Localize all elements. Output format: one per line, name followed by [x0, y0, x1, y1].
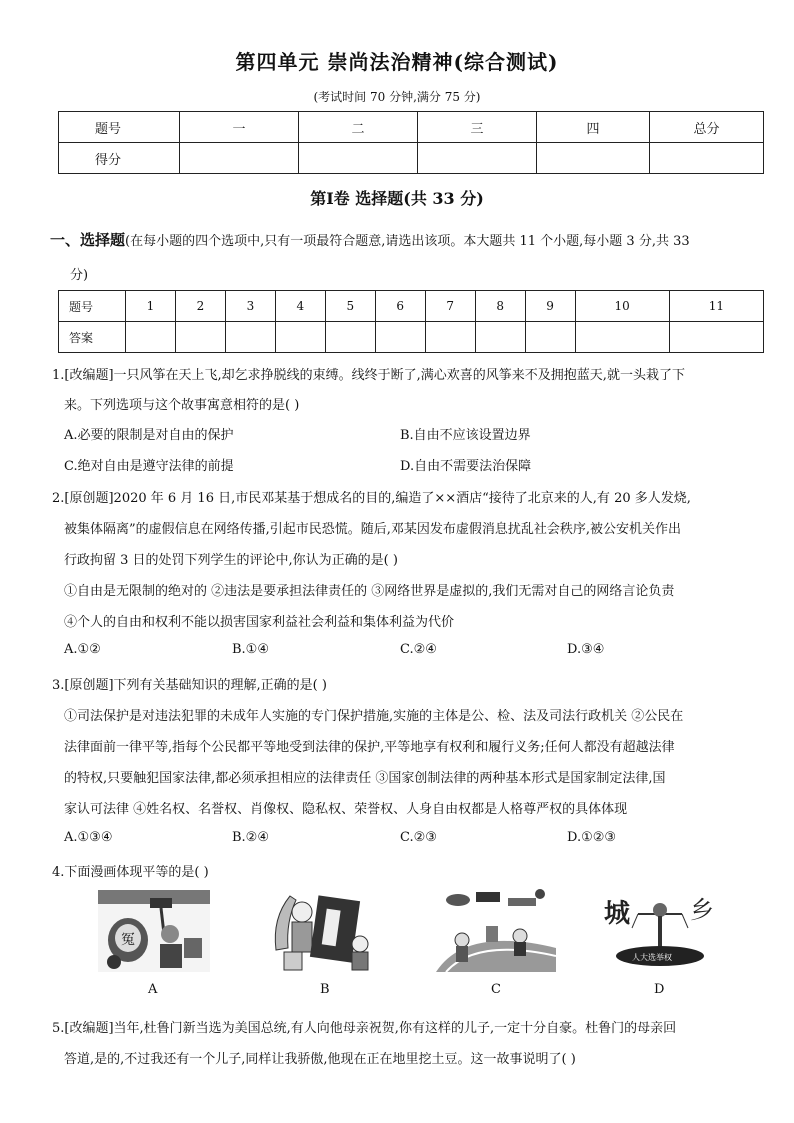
cartoon-d-right-word: 乡: [690, 896, 714, 924]
answer-table-cell: 答案: [59, 322, 126, 353]
answer-table-header-row: [59, 291, 764, 322]
answer-table-cell: 4: [275, 291, 325, 322]
cartoon-c-image[interactable]: [436, 886, 556, 972]
answer-input-cell[interactable]: [325, 322, 375, 353]
q3-option-b[interactable]: B.②④: [232, 830, 269, 845]
score-input-cell[interactable]: [650, 143, 764, 174]
answer-input-cell[interactable]: [525, 322, 575, 353]
cartoon-d-caption: D: [654, 982, 665, 997]
score-table-cell: 二: [299, 112, 418, 143]
answer-table-answer-row: [59, 322, 764, 353]
score-table-cell: 三: [418, 112, 537, 143]
score-input-cell[interactable]: [299, 143, 418, 174]
q2-option-b[interactable]: B.①④: [232, 642, 269, 657]
score-table-cell: 得分: [59, 143, 180, 174]
score-input-cell[interactable]: [537, 143, 650, 174]
answer-input-cell[interactable]: [225, 322, 275, 353]
q3-option-a[interactable]: A.①③④: [64, 830, 113, 845]
answer-input-cell[interactable]: [375, 322, 425, 353]
score-input-cell[interactable]: [180, 143, 299, 174]
score-table-cell: 四: [537, 112, 650, 143]
score-table-cell: 总分: [650, 112, 764, 143]
q3-statement-line: 法律面前一律平等,指每个公民都平等地受到法律的保护,平等地享有权利和履行义务;任何人都没有超越法律: [64, 740, 675, 755]
answer-table-cell: 8: [475, 291, 525, 322]
cartoon-a-caption: A: [148, 982, 158, 997]
q4-stem-line: 4.下面漫画体现平等的是( ): [52, 865, 209, 880]
section-title: 第Ⅰ卷 选择题(共 33 分): [310, 189, 484, 208]
score-table-cell: 一: [180, 112, 299, 143]
part1-instruction-b: 分): [70, 268, 89, 283]
answer-table: [58, 290, 764, 353]
answer-input-cell[interactable]: [126, 322, 176, 353]
q1-option-b[interactable]: B.自由不应该设置边界: [400, 428, 531, 443]
cartoon-d-image[interactable]: [598, 888, 722, 972]
score-table: [58, 111, 764, 174]
answer-table-cell: 7: [425, 291, 475, 322]
q2-statement-line: ④个人的自由和权利不能以损害国家利益社会利益和集体利益为代价: [64, 615, 455, 630]
part1-instruction: [50, 230, 770, 252]
cartoon-a-label: 冤: [121, 932, 135, 948]
q2-stem-line: 2.[原创题]2020 年 6 月 16 日,市民邓某基于想成名的目的,编造了××酒店“接待了北京来的人,有 20 多人发烧,: [52, 491, 691, 506]
cartoon-d-base-label: 人大选举权: [632, 953, 672, 962]
q1-stem-line: 1.[改编题]一只风筝在天上飞,却乞求挣脱线的束缚。线终于断了,满心欢喜的风筝来不及拥抱蓝天,就一头栽了下: [52, 368, 685, 383]
q2-option-a[interactable]: A.①②: [64, 642, 101, 657]
answer-table-cell: 11: [669, 291, 763, 322]
q3-statement-line: 家认可法律 ④姓名权、名誉权、肖像权、隐私权、荣誉权、人身自由权都是人格尊严权的具体体现: [64, 802, 628, 817]
cartoon-b-caption: B: [320, 982, 330, 997]
q3-option-d[interactable]: D.①②③: [567, 830, 617, 845]
answer-table-cell: 3: [225, 291, 275, 322]
cartoon-b-image[interactable]: [268, 888, 380, 972]
answer-table-cell: 9: [525, 291, 575, 322]
q1-option-d[interactable]: D.自由不需要法治保障: [400, 459, 532, 474]
q2-statement-line: ①自由是无限制的绝对的 ②违法是要承担法律责任的 ③网络世界是虚拟的,我们无需对自己的网络言论负责: [64, 584, 675, 599]
q3-option-c[interactable]: C.②③: [400, 830, 437, 845]
score-table-score-row: [59, 143, 764, 174]
q3-stem-line: 3.[原创题]下列有关基础知识的理解,正确的是( ): [52, 678, 327, 693]
answer-table-cell: 10: [575, 291, 669, 322]
q3-statement-line: 的特权,只要触犯国家法律,都必须承担相应的法律责任 ③国家创制法律的两种基本形式是国家制定法律,国: [64, 771, 666, 786]
part1-heading: 一、选择题: [50, 231, 126, 249]
q2-option-d[interactable]: D.③④: [567, 642, 605, 657]
answer-table-cell: 6: [375, 291, 425, 322]
q2-option-c[interactable]: C.②④: [400, 642, 437, 657]
q1-stem-line: 来。下列选项与这个故事寓意相符的是( ): [64, 398, 300, 413]
answer-input-cell[interactable]: [175, 322, 225, 353]
answer-input-cell[interactable]: [575, 322, 669, 353]
exam-info: (考试时间 70 分钟,满分 75 分): [313, 90, 481, 104]
cartoon-d-left-word: 城: [604, 899, 631, 929]
answer-input-cell[interactable]: [669, 322, 763, 353]
q1-option-a[interactable]: A.必要的限制是对自由的保护: [64, 428, 234, 443]
cartoon-a-image[interactable]: [98, 890, 210, 972]
q5-stem-line: 答道,是的,不过我还有一个儿子,同样让我骄傲,他现在正在地里挖土豆。这一故事说明了( ): [64, 1052, 576, 1067]
answer-table-cell: 2: [175, 291, 225, 322]
q5-stem-line: 5.[改编题]当年,杜鲁门新当选为美国总统,有人向他母亲祝贺,你有这样的儿子,一定十分自豪。杜鲁门的母亲回: [52, 1021, 677, 1036]
score-table-cell: 题号: [59, 112, 180, 143]
q2-stem-line: 行政拘留 3 日的处罚下列学生的评论中,你认为正确的是( ): [64, 553, 398, 568]
cartoon-c-caption: C: [491, 982, 501, 997]
q2-stem-line: 被集体隔离”的虚假信息在网络传播,引起市民恐慌。随后,邓某因发布虚假消息扰乱社会秩序,被公安机关作出: [64, 522, 682, 537]
answer-input-cell[interactable]: [475, 322, 525, 353]
answer-table-cell: 1: [126, 291, 176, 322]
q1-option-c[interactable]: C.绝对自由是遵守法律的前提: [64, 459, 234, 474]
q3-statement-line: ①司法保护是对违法犯罪的未成年人实施的专门保护措施,实施的主体是公、检、法及司法行政机关 ②公民在: [64, 709, 684, 724]
score-table-header-row: [59, 112, 764, 143]
answer-input-cell[interactable]: [275, 322, 325, 353]
score-input-cell[interactable]: [418, 143, 537, 174]
answer-table-cell: 5: [325, 291, 375, 322]
answer-table-cell: 题号: [59, 291, 126, 322]
part1-instruction-a: (在每小题的四个选项中,只有一项最符合题意,请选出该项。本大题共 11 个小题,每小题 3 分,共 33: [125, 234, 690, 249]
answer-input-cell[interactable]: [425, 322, 475, 353]
page-title: 第四单元 崇尚法治精神(综合测试): [235, 50, 559, 74]
